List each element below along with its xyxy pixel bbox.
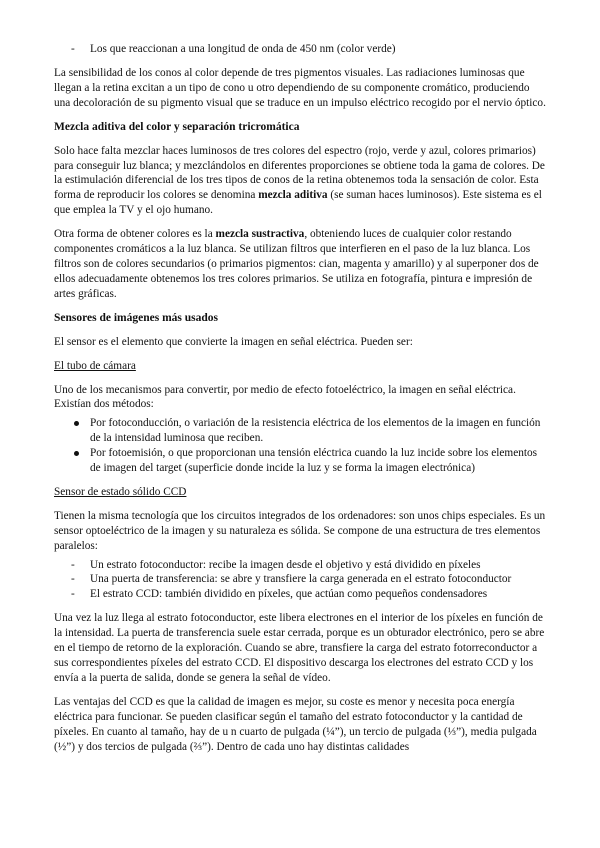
tubo-list [54, 416, 546, 476]
intro-list [54, 42, 546, 57]
bullet-icon [74, 421, 79, 426]
paragraph-sensor: El sensor es el elemento que convierte la imagen en señal eléctrica. Pueden ser: [54, 335, 413, 348]
list-item: - El estrato CCD: también dividido en píxeles, que actúan como pequeños condensadores [71, 588, 488, 601]
dash-marker: - [71, 43, 75, 55]
ccd-list [54, 558, 546, 603]
paragraph-ccd: Tienen la misma tecnología que los circuitos integrados de los ordenadores: son unos chips especiales. Es un sensor optoeléctrico de la imagen y su naturaleza es sólida. Se compone de una estructura de tres elementos paralelos: [54, 509, 546, 552]
heading-sensores: Sensores de imágenes más usados [54, 311, 218, 324]
subheading-tubo-camara: El tubo de cámara [54, 359, 136, 372]
paragraph-tubo: Uno de los mecanismos para convertir, por medio de efecto fotoeléctrico, la imagen en señal eléctrica. Existían dos métodos: [54, 383, 516, 411]
dash-marker: - [71, 588, 75, 601]
heading-mezcla-aditiva: Mezcla aditiva del color y separación tricromática [54, 120, 300, 133]
list-item: - Una puerta de transferencia: se abre y transfiere la carga generada en el estrato fotoconductor [71, 573, 512, 586]
paragraph-conos: La sensibilidad de los conos al color depende de tres pigmentos visuales. Las radiaciones luminosas que llegan a la retina excitan a un tipo de cono u otro dependiendo de su componente cromático, produciendo una decoloración de su pigmento visual que se traduce en un impulso eléctrico recogido por el nervio óptico. [54, 66, 546, 109]
dash-marker: - [71, 558, 75, 571]
term-mezcla-aditiva: mezcla aditiva [258, 189, 328, 202]
term-mezcla-sustractiva: mezcla sustractiva [215, 228, 305, 241]
paragraph-mezcla-sustractiva: Otra forma de obtener colores es la mezcla sustractiva, obteniendo luces de cualquier color restando componentes cromáticos a la luz blanca. Se utilizan filtros que interfieren en el paso de la luz blanca. Los filtros son de colores secundarios (o primarios pigmentos: cian, magenta y amarillo) y al superponer dos de ellos adecuadamente obtenemos los tres colores primarios. Se utiliza en fotografía, pintura e impresión de artes gráficas. [54, 228, 539, 300]
dash-marker: - [71, 573, 75, 586]
paragraph-funcionamiento-ccd: Una vez la luz llega al estrato fotoconductor, este libera electrones en el interior de los píxeles en función de la intensidad. La puerta de transferencia suele estar cerrada, porque es un obturador electrónico, pero se abre en el tiempo de retorno de la exploración. Cuando se abre, transfiere la carga del estrato fotorreconductor a sus correspondientes píxeles del estrato CCD. El dispositivo descarga los electrones del estrato CCD y los envía a la puerta de salida, donde se genera la señal de vídeo. [54, 612, 545, 684]
paragraph-ventajas-ccd: Las ventajas del CCD es que la calidad de imagen es mejor, su coste es menor y necesita poca energía eléctrica para funcionar. Se pueden clasificar según el tamaño del estrato fotoconductor y la cantidad de píxeles. En cuanto al tamaño, hay de u n cuarto de pulgada (¼”), un tercio de pulgada (⅓”), media pulgada (½”) y dos tercios de pulgada (⅔”). Dentro de cada uno hay distintas calidades [54, 695, 537, 753]
list-item: Por fotoemisión, o que proporcionan una tensión eléctrica cuando la luz incide sobre los elementos de imagen del target (superficie donde incide la luz y se forma la imagen electrónica) [54, 446, 546, 476]
document-page [54, 42, 546, 754]
subheading-sensor-ccd: Sensor de estado sólido CCD [54, 485, 187, 498]
list-item: Por fotoconducción, o variación de la resistencia eléctrica de los elementos de la imagen en función de la intensidad luminosa que reciben. [54, 416, 546, 446]
bullet-icon [74, 451, 79, 456]
list-item: - Los que reaccionan a una longitud de onda de 450 nm (color verde) [71, 43, 396, 55]
paragraph-mezcla-aditiva: Solo hace falta mezclar haces luminosos de tres colores del espectro (rojo, verde y azul, colores primarios) para conseguir luz blanca; y mezclándolos en diferentes proporciones se obtiene toda la gama de colores. De la estimulación diferencial de los tres tipos de conos de la retina obtenemos toda la sensación de color. Esta forma de reproducir los colores se denomina mezcla aditiva (se suman haces luminosos). Este sistema es el que emplea la TV y el ojo humano. [54, 144, 545, 217]
list-item: - Un estrato fotoconductor: recibe la imagen desde el objetivo y está dividido en píxeles [71, 558, 481, 571]
